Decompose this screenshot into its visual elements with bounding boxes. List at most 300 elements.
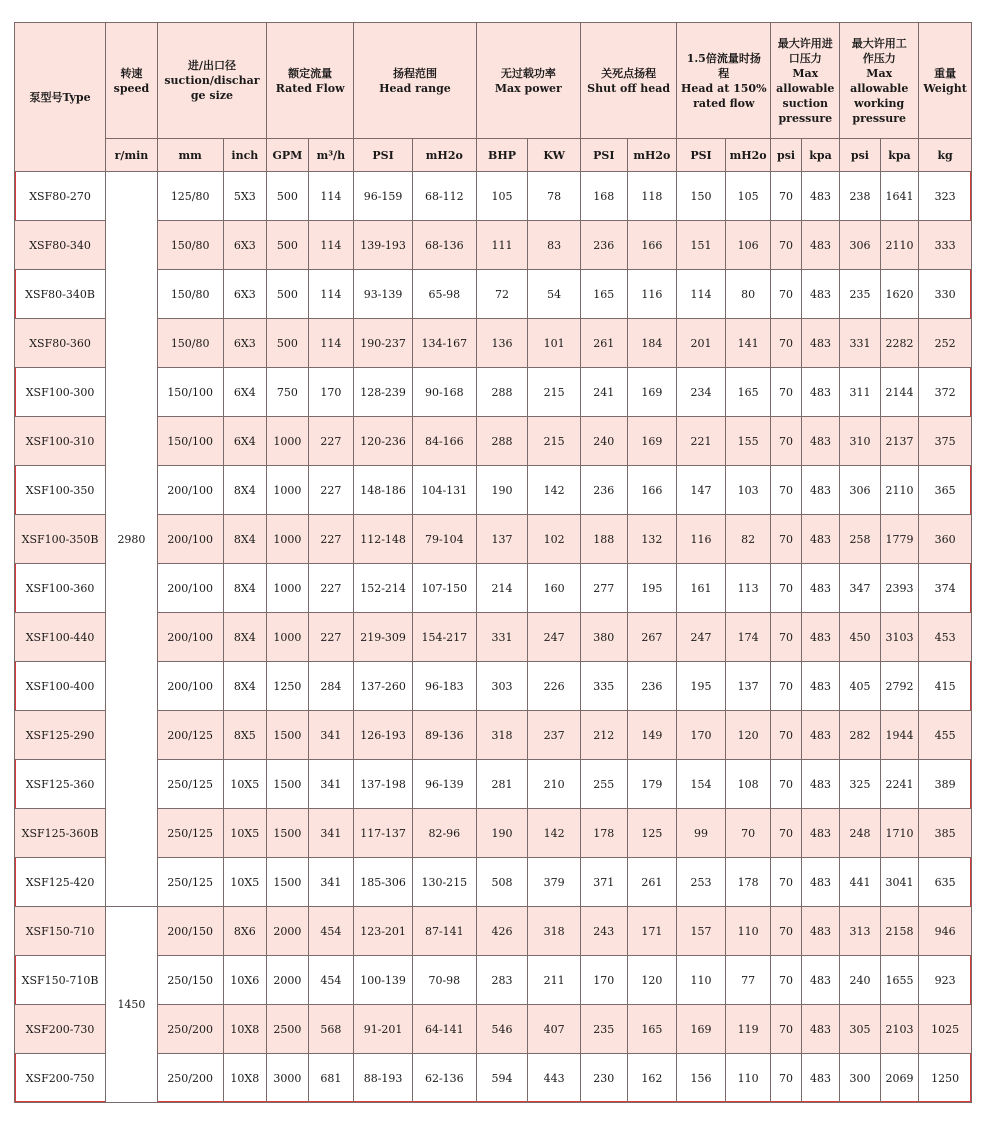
cell-m3h: 341 bbox=[308, 858, 354, 907]
cell-h150-psi: 234 bbox=[677, 368, 726, 417]
table-row bbox=[15, 858, 972, 907]
cell-inch: 10X5 bbox=[223, 809, 267, 858]
cell-kg: 453 bbox=[919, 613, 972, 662]
cell-so-psi: 188 bbox=[581, 515, 628, 564]
pump-spec-table bbox=[14, 22, 972, 1103]
cell-suc-psi: 70 bbox=[771, 319, 801, 368]
cell-suc-kpa: 483 bbox=[801, 956, 839, 1005]
header-shut-off-head: 关死点扬程 Shut off head bbox=[581, 23, 677, 139]
cell-suc-psi: 70 bbox=[771, 711, 801, 760]
cell-kg: 252 bbox=[919, 319, 972, 368]
cell-h150-m: 77 bbox=[725, 956, 771, 1005]
cell-mm: 250/125 bbox=[157, 760, 223, 809]
cell-kw: 379 bbox=[528, 858, 581, 907]
cell-type: XSF200-730 bbox=[15, 1005, 106, 1054]
cell-suc-psi: 70 bbox=[771, 417, 801, 466]
cell-mm: 200/100 bbox=[157, 564, 223, 613]
cell-kg: 323 bbox=[919, 172, 972, 221]
cell-head-m: 64-141 bbox=[412, 1005, 476, 1054]
cell-kg: 360 bbox=[919, 515, 972, 564]
cell-type: XSF100-350B bbox=[15, 515, 106, 564]
cell-kg: 333 bbox=[919, 221, 972, 270]
cell-bhp: 508 bbox=[476, 858, 528, 907]
cell-head-psi: 137-198 bbox=[354, 760, 413, 809]
cell-gpm: 3000 bbox=[267, 1054, 309, 1103]
cell-kw: 160 bbox=[528, 564, 581, 613]
table-row bbox=[15, 809, 972, 858]
cell-suc-kpa: 483 bbox=[801, 172, 839, 221]
cell-inch: 8X4 bbox=[223, 613, 267, 662]
cell-h150-psi: 161 bbox=[677, 564, 726, 613]
cell-head-m: 65-98 bbox=[412, 270, 476, 319]
cell-type: XSF80-270 bbox=[15, 172, 106, 221]
unit-header: inch bbox=[223, 139, 267, 172]
cell-kw: 407 bbox=[528, 1005, 581, 1054]
cell-type: XSF100-440 bbox=[15, 613, 106, 662]
cell-head-m: 62-136 bbox=[412, 1054, 476, 1103]
cell-h150-m: 141 bbox=[725, 319, 771, 368]
cell-suc-kpa: 483 bbox=[801, 564, 839, 613]
cell-wk-kpa: 1779 bbox=[880, 515, 918, 564]
cell-so-psi: 255 bbox=[581, 760, 628, 809]
cell-kg: 1250 bbox=[919, 1054, 972, 1103]
cell-bhp: 214 bbox=[476, 564, 528, 613]
cell-mm: 200/100 bbox=[157, 515, 223, 564]
header-head-range: 扬程范围 Head range bbox=[354, 23, 477, 139]
cell-inch: 6X4 bbox=[223, 417, 267, 466]
cell-suc-psi: 70 bbox=[771, 907, 801, 956]
cell-h150-psi: 154 bbox=[677, 760, 726, 809]
cell-so-m: 116 bbox=[627, 270, 677, 319]
cell-m3h: 227 bbox=[308, 466, 354, 515]
cell-h150-m: 165 bbox=[725, 368, 771, 417]
cell-kg: 923 bbox=[919, 956, 972, 1005]
unit-header: r/min bbox=[106, 139, 158, 172]
cell-kg: 455 bbox=[919, 711, 972, 760]
cell-bhp: 190 bbox=[476, 466, 528, 515]
cell-wk-psi: 282 bbox=[840, 711, 881, 760]
cell-kw: 142 bbox=[528, 809, 581, 858]
cell-wk-psi: 311 bbox=[840, 368, 881, 417]
cell-wk-psi: 310 bbox=[840, 417, 881, 466]
cell-h150-m: 106 bbox=[725, 221, 771, 270]
unit-header: mH2o bbox=[627, 139, 677, 172]
cell-head-psi: 137-260 bbox=[354, 662, 413, 711]
cell-kw: 226 bbox=[528, 662, 581, 711]
cell-head-psi: 219-309 bbox=[354, 613, 413, 662]
cell-kw: 83 bbox=[528, 221, 581, 270]
cell-so-m: 162 bbox=[627, 1054, 677, 1103]
unit-header: mH2o bbox=[412, 139, 476, 172]
cell-wk-kpa: 1944 bbox=[880, 711, 918, 760]
cell-type: XSF125-290 bbox=[15, 711, 106, 760]
cell-head-m: 96-139 bbox=[412, 760, 476, 809]
cell-h150-psi: 247 bbox=[677, 613, 726, 662]
cell-inch: 8X4 bbox=[223, 466, 267, 515]
cell-so-psi: 168 bbox=[581, 172, 628, 221]
cell-suc-psi: 70 bbox=[771, 564, 801, 613]
cell-kw: 237 bbox=[528, 711, 581, 760]
cell-suc-psi: 70 bbox=[771, 466, 801, 515]
cell-wk-psi: 331 bbox=[840, 319, 881, 368]
table-row bbox=[15, 270, 972, 319]
cell-suc-kpa: 483 bbox=[801, 907, 839, 956]
cell-mm: 150/100 bbox=[157, 417, 223, 466]
cell-wk-psi: 306 bbox=[840, 221, 881, 270]
cell-suc-psi: 70 bbox=[771, 515, 801, 564]
cell-wk-psi: 450 bbox=[840, 613, 881, 662]
unit-header: PSI bbox=[354, 139, 413, 172]
cell-head-psi: 126-193 bbox=[354, 711, 413, 760]
cell-kg: 372 bbox=[919, 368, 972, 417]
cell-so-psi: 243 bbox=[581, 907, 628, 956]
cell-so-m: 165 bbox=[627, 1005, 677, 1054]
cell-so-m: 166 bbox=[627, 466, 677, 515]
cell-bhp: 105 bbox=[476, 172, 528, 221]
cell-kg: 385 bbox=[919, 809, 972, 858]
unit-header: PSI bbox=[677, 139, 726, 172]
cell-so-psi: 236 bbox=[581, 221, 628, 270]
cell-type: XSF100-310 bbox=[15, 417, 106, 466]
cell-head-psi: 93-139 bbox=[354, 270, 413, 319]
cell-h150-psi: 147 bbox=[677, 466, 726, 515]
cell-h150-psi: 221 bbox=[677, 417, 726, 466]
cell-gpm: 1500 bbox=[267, 711, 309, 760]
cell-so-psi: 178 bbox=[581, 809, 628, 858]
cell-kw: 102 bbox=[528, 515, 581, 564]
cell-type: XSF80-340 bbox=[15, 221, 106, 270]
table-row bbox=[15, 515, 972, 564]
cell-bhp: 288 bbox=[476, 417, 528, 466]
cell-head-m: 154-217 bbox=[412, 613, 476, 662]
unit-header: kpa bbox=[801, 139, 839, 172]
cell-so-m: 179 bbox=[627, 760, 677, 809]
cell-bhp: 303 bbox=[476, 662, 528, 711]
cell-type: XSF80-340B bbox=[15, 270, 106, 319]
cell-inch: 6X4 bbox=[223, 368, 267, 417]
cell-wk-kpa: 3103 bbox=[880, 613, 918, 662]
cell-kg: 365 bbox=[919, 466, 972, 515]
cell-so-m: 169 bbox=[627, 417, 677, 466]
cell-h150-psi: 201 bbox=[677, 319, 726, 368]
cell-m3h: 454 bbox=[308, 956, 354, 1005]
header-speed: 转速 speed bbox=[106, 23, 158, 139]
cell-wk-psi: 300 bbox=[840, 1054, 881, 1103]
cell-h150-m: 137 bbox=[725, 662, 771, 711]
unit-header: m³/h bbox=[308, 139, 354, 172]
cell-bhp: 331 bbox=[476, 613, 528, 662]
cell-kw: 142 bbox=[528, 466, 581, 515]
cell-inch: 6X3 bbox=[223, 270, 267, 319]
cell-m3h: 114 bbox=[308, 270, 354, 319]
cell-gpm: 1000 bbox=[267, 417, 309, 466]
cell-suc-psi: 70 bbox=[771, 172, 801, 221]
cell-mm: 150/80 bbox=[157, 270, 223, 319]
table-row bbox=[15, 417, 972, 466]
cell-suc-kpa: 483 bbox=[801, 466, 839, 515]
cell-wk-psi: 235 bbox=[840, 270, 881, 319]
cell-so-psi: 230 bbox=[581, 1054, 628, 1103]
cell-mm: 150/100 bbox=[157, 368, 223, 417]
cell-so-m: 132 bbox=[627, 515, 677, 564]
cell-inch: 6X3 bbox=[223, 221, 267, 270]
cell-h150-m: 108 bbox=[725, 760, 771, 809]
cell-bhp: 190 bbox=[476, 809, 528, 858]
table-row bbox=[15, 368, 972, 417]
cell-bhp: 594 bbox=[476, 1054, 528, 1103]
cell-inch: 8X4 bbox=[223, 662, 267, 711]
cell-suc-psi: 70 bbox=[771, 368, 801, 417]
cell-h150-m: 103 bbox=[725, 466, 771, 515]
cell-so-m: 149 bbox=[627, 711, 677, 760]
cell-m3h: 227 bbox=[308, 515, 354, 564]
cell-type: XSF150-710B bbox=[15, 956, 106, 1005]
header-max-suction-pressure: 最大许用进 口压力 Max allowable suction pressure bbox=[771, 23, 840, 139]
cell-gpm: 1000 bbox=[267, 564, 309, 613]
cell-so-m: 120 bbox=[627, 956, 677, 1005]
cell-suc-psi: 70 bbox=[771, 760, 801, 809]
cell-wk-psi: 240 bbox=[840, 956, 881, 1005]
cell-head-psi: 139-193 bbox=[354, 221, 413, 270]
table-row bbox=[15, 564, 972, 613]
cell-type: XSF150-710 bbox=[15, 907, 106, 956]
cell-h150-psi: 116 bbox=[677, 515, 726, 564]
cell-mm: 200/100 bbox=[157, 613, 223, 662]
cell-so-psi: 170 bbox=[581, 956, 628, 1005]
cell-gpm: 2000 bbox=[267, 956, 309, 1005]
cell-h150-m: 174 bbox=[725, 613, 771, 662]
cell-wk-kpa: 2393 bbox=[880, 564, 918, 613]
cell-kw: 247 bbox=[528, 613, 581, 662]
cell-head-psi: 112-148 bbox=[354, 515, 413, 564]
cell-h150-psi: 157 bbox=[677, 907, 726, 956]
cell-wk-psi: 306 bbox=[840, 466, 881, 515]
unit-header: kpa bbox=[880, 139, 918, 172]
cell-type: XSF100-400 bbox=[15, 662, 106, 711]
cell-suc-psi: 70 bbox=[771, 613, 801, 662]
cell-mm: 250/200 bbox=[157, 1054, 223, 1103]
cell-head-m: 90-168 bbox=[412, 368, 476, 417]
header-weight: 重量 Weight bbox=[919, 23, 972, 139]
cell-wk-kpa: 2069 bbox=[880, 1054, 918, 1103]
cell-inch: 8X4 bbox=[223, 515, 267, 564]
cell-mm: 250/125 bbox=[157, 809, 223, 858]
cell-bhp: 426 bbox=[476, 907, 528, 956]
table-row bbox=[15, 221, 972, 270]
cell-wk-kpa: 2110 bbox=[880, 466, 918, 515]
cell-wk-kpa: 1641 bbox=[880, 172, 918, 221]
cell-h150-m: 113 bbox=[725, 564, 771, 613]
cell-mm: 200/100 bbox=[157, 662, 223, 711]
cell-head-psi: 120-236 bbox=[354, 417, 413, 466]
cell-kg: 374 bbox=[919, 564, 972, 613]
cell-kw: 215 bbox=[528, 368, 581, 417]
cell-gpm: 500 bbox=[267, 319, 309, 368]
cell-gpm: 1000 bbox=[267, 515, 309, 564]
cell-so-psi: 380 bbox=[581, 613, 628, 662]
cell-inch: 10X6 bbox=[223, 956, 267, 1005]
cell-head-psi: 148-186 bbox=[354, 466, 413, 515]
unit-header: mH2o bbox=[725, 139, 771, 172]
unit-header: kg bbox=[919, 139, 972, 172]
cell-head-psi: 190-237 bbox=[354, 319, 413, 368]
cell-head-m: 68-112 bbox=[412, 172, 476, 221]
cell-inch: 8X4 bbox=[223, 564, 267, 613]
cell-suc-kpa: 483 bbox=[801, 221, 839, 270]
cell-wk-psi: 238 bbox=[840, 172, 881, 221]
cell-kg: 635 bbox=[919, 858, 972, 907]
table-row bbox=[15, 1054, 972, 1103]
cell-wk-psi: 248 bbox=[840, 809, 881, 858]
cell-m3h: 114 bbox=[308, 221, 354, 270]
cell-head-psi: 152-214 bbox=[354, 564, 413, 613]
header-head-150: 1.5倍流量时扬 程 Head at 150% rated flow bbox=[677, 23, 771, 139]
cell-kg: 946 bbox=[919, 907, 972, 956]
cell-head-psi: 123-201 bbox=[354, 907, 413, 956]
cell-so-psi: 165 bbox=[581, 270, 628, 319]
cell-m3h: 681 bbox=[308, 1054, 354, 1103]
cell-suc-psi: 70 bbox=[771, 221, 801, 270]
cell-head-m: 68-136 bbox=[412, 221, 476, 270]
table-row bbox=[15, 956, 972, 1005]
cell-so-psi: 241 bbox=[581, 368, 628, 417]
cell-m3h: 227 bbox=[308, 613, 354, 662]
cell-h150-psi: 156 bbox=[677, 1054, 726, 1103]
cell-m3h: 114 bbox=[308, 319, 354, 368]
unit-header: psi bbox=[771, 139, 801, 172]
header-rated-flow: 额定流量 Rated Flow bbox=[267, 23, 354, 139]
cell-h150-m: 110 bbox=[725, 1054, 771, 1103]
cell-bhp: 111 bbox=[476, 221, 528, 270]
cell-wk-kpa: 2137 bbox=[880, 417, 918, 466]
cell-h150-m: 155 bbox=[725, 417, 771, 466]
table-row bbox=[15, 466, 972, 515]
header-max-working-pressure: 最大许用工 作压力 Max allowable working pressure bbox=[840, 23, 919, 139]
cell-wk-psi: 347 bbox=[840, 564, 881, 613]
cell-kg: 330 bbox=[919, 270, 972, 319]
cell-suc-kpa: 483 bbox=[801, 613, 839, 662]
cell-so-m: 118 bbox=[627, 172, 677, 221]
cell-gpm: 500 bbox=[267, 172, 309, 221]
cell-head-psi: 100-139 bbox=[354, 956, 413, 1005]
cell-suc-psi: 70 bbox=[771, 809, 801, 858]
cell-so-m: 195 bbox=[627, 564, 677, 613]
cell-h150-psi: 114 bbox=[677, 270, 726, 319]
cell-wk-psi: 258 bbox=[840, 515, 881, 564]
cell-head-m: 87-141 bbox=[412, 907, 476, 956]
cell-so-psi: 335 bbox=[581, 662, 628, 711]
table-row bbox=[15, 319, 972, 368]
cell-type: XSF200-750 bbox=[15, 1054, 106, 1103]
cell-mm: 125/80 bbox=[157, 172, 223, 221]
cell-wk-kpa: 2792 bbox=[880, 662, 918, 711]
cell-wk-kpa: 2103 bbox=[880, 1005, 918, 1054]
cell-speed: 1450 bbox=[106, 907, 158, 1103]
cell-wk-kpa: 2144 bbox=[880, 368, 918, 417]
cell-inch: 8X6 bbox=[223, 907, 267, 956]
cell-so-m: 166 bbox=[627, 221, 677, 270]
cell-gpm: 1250 bbox=[267, 662, 309, 711]
cell-h150-m: 120 bbox=[725, 711, 771, 760]
cell-suc-psi: 70 bbox=[771, 662, 801, 711]
cell-gpm: 1500 bbox=[267, 858, 309, 907]
cell-type: XSF125-420 bbox=[15, 858, 106, 907]
cell-type: XSF100-360 bbox=[15, 564, 106, 613]
cell-head-psi: 91-201 bbox=[354, 1005, 413, 1054]
cell-kw: 318 bbox=[528, 907, 581, 956]
cell-suc-kpa: 483 bbox=[801, 809, 839, 858]
cell-speed: 2980 bbox=[106, 172, 158, 907]
cell-head-m: 89-136 bbox=[412, 711, 476, 760]
cell-head-psi: 88-193 bbox=[354, 1054, 413, 1103]
cell-suc-psi: 70 bbox=[771, 1054, 801, 1103]
cell-h150-m: 80 bbox=[725, 270, 771, 319]
cell-h150-m: 119 bbox=[725, 1005, 771, 1054]
cell-so-m: 267 bbox=[627, 613, 677, 662]
cell-kg: 1025 bbox=[919, 1005, 972, 1054]
cell-suc-kpa: 483 bbox=[801, 1005, 839, 1054]
cell-suc-psi: 70 bbox=[771, 956, 801, 1005]
cell-kw: 101 bbox=[528, 319, 581, 368]
cell-inch: 10X8 bbox=[223, 1005, 267, 1054]
table-row bbox=[15, 662, 972, 711]
cell-wk-kpa: 3041 bbox=[880, 858, 918, 907]
cell-so-m: 169 bbox=[627, 368, 677, 417]
cell-h150-m: 82 bbox=[725, 515, 771, 564]
cell-suc-kpa: 483 bbox=[801, 319, 839, 368]
cell-wk-kpa: 2110 bbox=[880, 221, 918, 270]
cell-h150-m: 110 bbox=[725, 907, 771, 956]
cell-inch: 6X3 bbox=[223, 319, 267, 368]
cell-mm: 200/100 bbox=[157, 466, 223, 515]
cell-gpm: 500 bbox=[267, 221, 309, 270]
cell-gpm: 2000 bbox=[267, 907, 309, 956]
cell-bhp: 137 bbox=[476, 515, 528, 564]
cell-so-psi: 236 bbox=[581, 466, 628, 515]
cell-kw: 443 bbox=[528, 1054, 581, 1103]
cell-m3h: 284 bbox=[308, 662, 354, 711]
cell-mm: 150/80 bbox=[157, 319, 223, 368]
cell-head-m: 96-183 bbox=[412, 662, 476, 711]
cell-inch: 5X3 bbox=[223, 172, 267, 221]
unit-header: KW bbox=[528, 139, 581, 172]
cell-head-psi: 128-239 bbox=[354, 368, 413, 417]
cell-mm: 150/80 bbox=[157, 221, 223, 270]
cell-suc-psi: 70 bbox=[771, 858, 801, 907]
cell-suc-kpa: 483 bbox=[801, 368, 839, 417]
cell-kg: 415 bbox=[919, 662, 972, 711]
cell-type: XSF100-350 bbox=[15, 466, 106, 515]
unit-header: BHP bbox=[476, 139, 528, 172]
cell-inch: 8X5 bbox=[223, 711, 267, 760]
cell-h150-m: 178 bbox=[725, 858, 771, 907]
cell-kg: 375 bbox=[919, 417, 972, 466]
cell-m3h: 114 bbox=[308, 172, 354, 221]
unit-header: psi bbox=[840, 139, 881, 172]
header-suction: 进/出口径 suction/dischar ge size bbox=[157, 23, 266, 139]
table-row bbox=[15, 172, 972, 221]
cell-suc-kpa: 483 bbox=[801, 760, 839, 809]
cell-m3h: 454 bbox=[308, 907, 354, 956]
cell-kw: 78 bbox=[528, 172, 581, 221]
cell-wk-psi: 305 bbox=[840, 1005, 881, 1054]
cell-kw: 215 bbox=[528, 417, 581, 466]
cell-h150-psi: 110 bbox=[677, 956, 726, 1005]
cell-head-psi: 96-159 bbox=[354, 172, 413, 221]
header-max-power: 无过载功率 Max power bbox=[476, 23, 580, 139]
cell-wk-kpa: 1620 bbox=[880, 270, 918, 319]
cell-h150-psi: 99 bbox=[677, 809, 726, 858]
